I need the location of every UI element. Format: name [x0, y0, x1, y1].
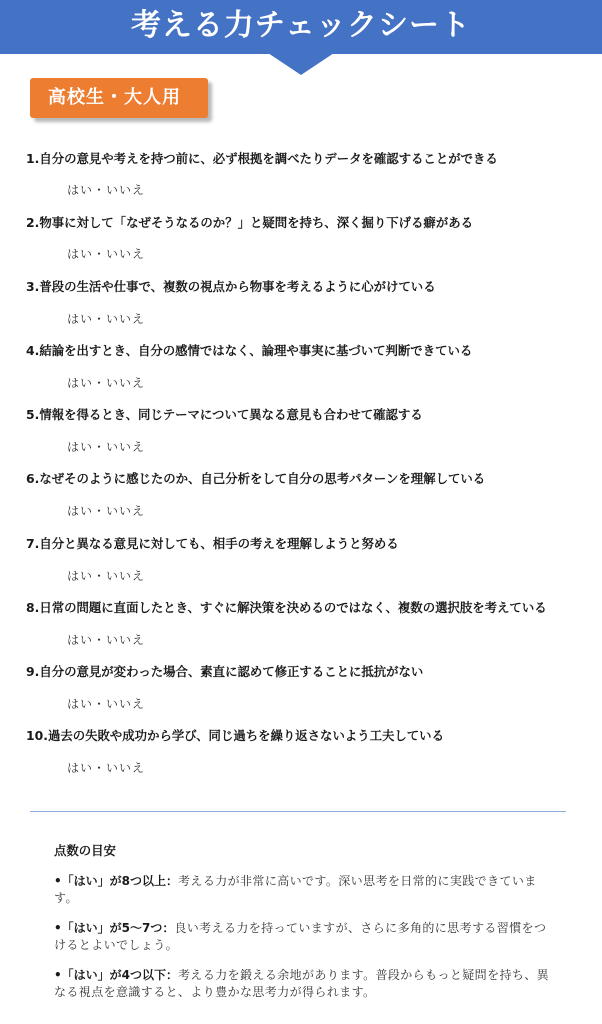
scoring-item-high-text: 考える力が非常に高いです。深い思考を日常的に実践できています。	[54, 874, 537, 905]
audience-badge	[30, 78, 208, 118]
audience-badge-label: 高校生・大人用	[48, 87, 181, 108]
scoring-item-low-lead: •「はい」が4つ以下：	[54, 968, 179, 982]
answer-options-7[interactable]: はい・いいえ	[67, 569, 146, 583]
question-3: 3.普段の生活や仕事で、複数の視点から物事を考えるように心がけている	[26, 279, 436, 294]
answer-options-2[interactable]: はい・いいえ	[67, 247, 146, 261]
scoring-heading: 点数の目安	[54, 843, 116, 858]
scoring-item-mid	[54, 920, 550, 954]
question-2: 2.物事に対して「なぜそうなるのか？」と疑問を持ち、深く掘り下げる癖がある	[26, 215, 473, 230]
question-5: 5.情報を得るとき、同じテーマについて異なる意見も合わせて確認する	[26, 407, 423, 422]
scoring-item-high	[54, 873, 550, 907]
section-divider	[30, 811, 566, 812]
scoring-item-high-lead: •「はい」が8つ以上：	[54, 874, 179, 888]
scoring-item-mid-lead: •「はい」が5〜7つ：	[54, 921, 175, 935]
scoring-item-low	[54, 967, 550, 1001]
question-6: 6.なぜそのように感じたのか、自己分析をして自分の思考パターンを理解している	[26, 471, 486, 486]
scoring-item-low-text: 考える力を鍛える余地があります。普段からもっと疑問を持ち、異なる視点を意識すると、より豊かな思考力が得られます。	[54, 968, 550, 999]
question-10: 10.過去の失敗や成功から学び、同じ過ちを繰り返さないよう工夫している	[26, 728, 444, 743]
answer-options-4[interactable]: はい・いいえ	[67, 376, 146, 390]
scoring-item-mid-text: 良い考える力を持っていますが、さらに多角的に思考する習慣をつけるとよいでしょう。	[54, 921, 547, 952]
answer-options-9[interactable]: はい・いいえ	[67, 697, 146, 711]
answer-options-10[interactable]: はい・いいえ	[67, 761, 146, 775]
question-4: 4.結論を出すとき、自分の感情ではなく、論理や事実に基づいて判断できている	[26, 343, 473, 358]
question-7: 7.自分と異なる意見に対しても、相手の考えを理解しようと努める	[26, 536, 399, 551]
question-8: 8.日常の問題に直面したとき、すぐに解決策を決めるのではなく、複数の選択肢を考えている	[26, 600, 547, 615]
header-arrow-decoration	[268, 53, 334, 75]
answer-options-3[interactable]: はい・いいえ	[67, 312, 146, 326]
page-title: 考える力チェックシート	[130, 8, 472, 43]
answer-options-6[interactable]: はい・いいえ	[67, 504, 146, 518]
question-9: 9.自分の意見が変わった場合、素直に認めて修正することに抵抗がない	[26, 664, 424, 679]
question-1: 1.自分の意見や考えを持つ前に、必ず根拠を調べたりデータを確認することができる	[26, 151, 498, 166]
answer-options-1[interactable]: はい・いいえ	[67, 183, 146, 197]
answer-options-8[interactable]: はい・いいえ	[67, 633, 146, 647]
answer-options-5[interactable]: はい・いいえ	[67, 440, 146, 454]
